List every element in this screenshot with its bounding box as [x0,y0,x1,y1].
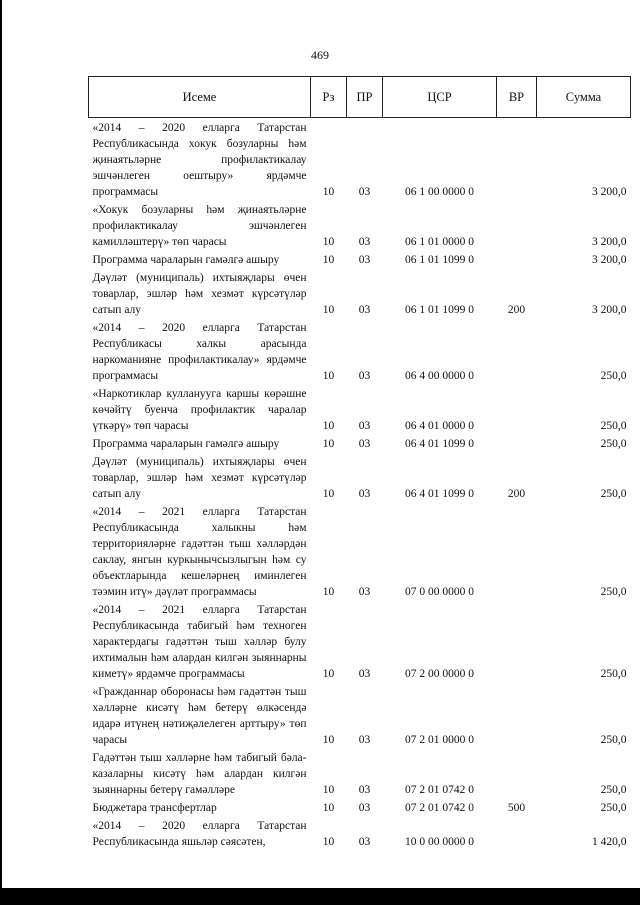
cell-rz: 10 [322,668,335,680]
cell-vr [497,384,537,434]
cell-pr: 03 [358,304,371,316]
cell-sum: 250,0 [600,586,627,598]
cell-name: Дәүләт (муниципаль) ихтыяҗлары өчен товарлар, эшләр һәм хезмәт күрсәтүләр сатып алу [92,456,307,500]
cell-rz: 10 [322,734,335,746]
cell-name: «2014 – 2021 елларга Татарстан Республикасында табигый һәм техноген характердагы гадәттән тыш хәлләр булу ихтималын һәм алардан килгән зыяннарны киметү» ярдәмче программасы [92,604,307,680]
cell-pr: 03 [358,488,371,500]
table-row [89,250,631,268]
cell-csr: 06 1 01 0000 0 [405,236,474,248]
cell-vr [497,200,537,250]
cell-csr: 06 4 00 0000 0 [405,370,474,382]
cell-rz: 10 [322,236,335,248]
cell-name: Программа чараларын гамәлгә ашыру [92,438,280,450]
cell-pr: 03 [358,802,371,814]
cell-vr [497,250,537,268]
cell-name: Бюджетара трансфертлар [92,802,217,814]
cell-name: «2014 – 2020 елларга Татарстан Республикасы халкы арасында наркоманияне профилактикалау» ярдәмче программасы [92,322,307,382]
header-sum: Сумма [537,77,631,118]
cell-csr: 06 4 01 1099 0 [405,488,474,500]
cell-vr [497,434,537,452]
header-vr: ВР [497,77,537,118]
table-row [89,452,631,502]
cell-vr: 200 [507,488,526,500]
cell-csr: 07 2 00 0000 0 [405,668,474,680]
cell-name: «Хокук бозуларны һәм җинаятьләрне профилактикалау эшчәнлеген камилләштерү» төп чарасы [92,204,307,248]
table-row [89,318,631,384]
header-name: Исеме [89,77,311,118]
table-row [89,816,631,850]
table-row [89,600,631,682]
cell-sum: 3 200,0 [592,186,627,198]
cell-rz: 10 [322,802,335,814]
cell-pr: 03 [358,586,371,598]
cell-rz: 10 [322,586,335,598]
table-row [89,434,631,452]
cell-sum: 250,0 [600,488,627,500]
cell-rz: 10 [322,836,335,848]
cell-pr: 03 [358,668,371,680]
cell-name: «2014 – 2020 елларга Татарстан Республикасында хокук бозуларны һәм җинаятьләрне профилактикалау эшчәнлеген оештыру» ярдәмче программасы [92,122,307,198]
cell-sum: 250,0 [600,784,627,796]
cell-rz: 10 [322,488,335,500]
cell-sum: 3 200,0 [592,304,627,316]
cell-csr: 06 1 01 1099 0 [405,304,474,316]
cell-csr: 06 4 01 1099 0 [405,438,474,450]
cell-rz: 10 [322,784,335,796]
cell-csr: 07 2 01 0000 0 [405,734,474,746]
cell-csr: 07 2 01 0742 0 [405,802,474,814]
table-row [89,502,631,600]
cell-sum: 250,0 [600,370,627,382]
cell-sum: 250,0 [600,438,627,450]
cell-rz: 10 [322,438,335,450]
cell-csr: 06 1 01 1099 0 [405,254,474,266]
header-pr: ПР [347,77,383,118]
table-row [89,268,631,318]
cell-pr: 03 [358,370,371,382]
cell-vr: 200 [507,304,526,316]
cell-name: «2014 – 2020 елларга Татарстан Республикасында яшьләр сәясәтен, [92,820,307,848]
cell-name: «Наркотиклар кулланууга каршы көрәшне көчәйтү буенча профилактик чаралар үткәрү» төп чарасы [92,388,307,432]
cell-sum: 3 200,0 [592,254,627,266]
table-header-row [89,77,631,118]
table-row [89,118,631,201]
cell-csr: 07 0 00 0000 0 [405,586,474,598]
cell-vr: 500 [507,802,526,814]
cell-rz: 10 [322,370,335,382]
budget-table [88,76,631,850]
page-number: 469 [311,48,329,62]
cell-rz: 10 [322,254,335,266]
cell-sum: 250,0 [600,668,627,680]
cell-csr: 10 0 00 0000 0 [405,836,474,848]
table-row [89,200,631,250]
table-row [89,748,631,798]
header-rz: Рз [311,77,347,118]
cell-sum: 1 420,0 [592,836,627,848]
cell-vr [497,682,537,748]
cell-rz: 10 [322,304,335,316]
cell-vr [497,748,537,798]
cell-vr [497,318,537,384]
cell-pr: 03 [358,254,371,266]
scan-left-edge [0,0,2,905]
cell-pr: 03 [358,784,371,796]
cell-pr: 03 [358,836,371,848]
cell-vr [497,118,537,201]
cell-sum: 250,0 [600,802,627,814]
table-row [89,798,631,816]
cell-name: Дәүләт (муниципаль) ихтыяҗлары өчен товарлар, эшләр һәм хезмәт күрсәтүләр сатып алу [92,272,307,316]
table-row [89,682,631,748]
scan-bottom-border [0,888,640,905]
cell-csr: 06 1 00 0000 0 [405,186,474,198]
budget-table-container [88,76,630,850]
cell-csr: 07 2 01 0742 0 [405,784,474,796]
header-csr: ЦСР [383,77,497,118]
cell-rz: 10 [322,186,335,198]
table-body [89,118,631,851]
cell-pr: 03 [358,186,371,198]
table-row [89,384,631,434]
cell-sum: 250,0 [600,734,627,746]
cell-vr [497,600,537,682]
cell-vr [497,816,537,850]
cell-pr: 03 [358,734,371,746]
cell-pr: 03 [358,438,371,450]
cell-sum: 250,0 [600,420,627,432]
cell-name: Программа чараларын гамәлгә ашыру [92,254,280,266]
cell-rz: 10 [322,420,335,432]
cell-csr: 06 4 01 0000 0 [405,420,474,432]
cell-pr: 03 [358,420,371,432]
cell-name: «Гражданнар оборонасы һәм гадәттән тыш хәлләрне кисәтү һәм бетерү өлкәсендә идарә итүнең нәтиҗәлелеген арттыру» төп чарасы [92,686,307,746]
cell-name: Гадәттән тыш хәлләрне һәм табигый бәла-казаларны кисәтү һәм алардан килгән зыяннарны бетерү гамәлләре [92,752,307,796]
cell-pr: 03 [358,236,371,248]
cell-sum: 3 200,0 [592,236,627,248]
cell-vr [497,502,537,600]
cell-name: «2014 – 2021 елларга Татарстан Республикасында халыкны һәм территорияләрне гадәттән тыш хәлләрдән саклау, янгын куркынычсызлыгын һәм су объектларында кешеләрнең иминлеген тәэмин итү» дәүләт программасы [92,506,307,598]
